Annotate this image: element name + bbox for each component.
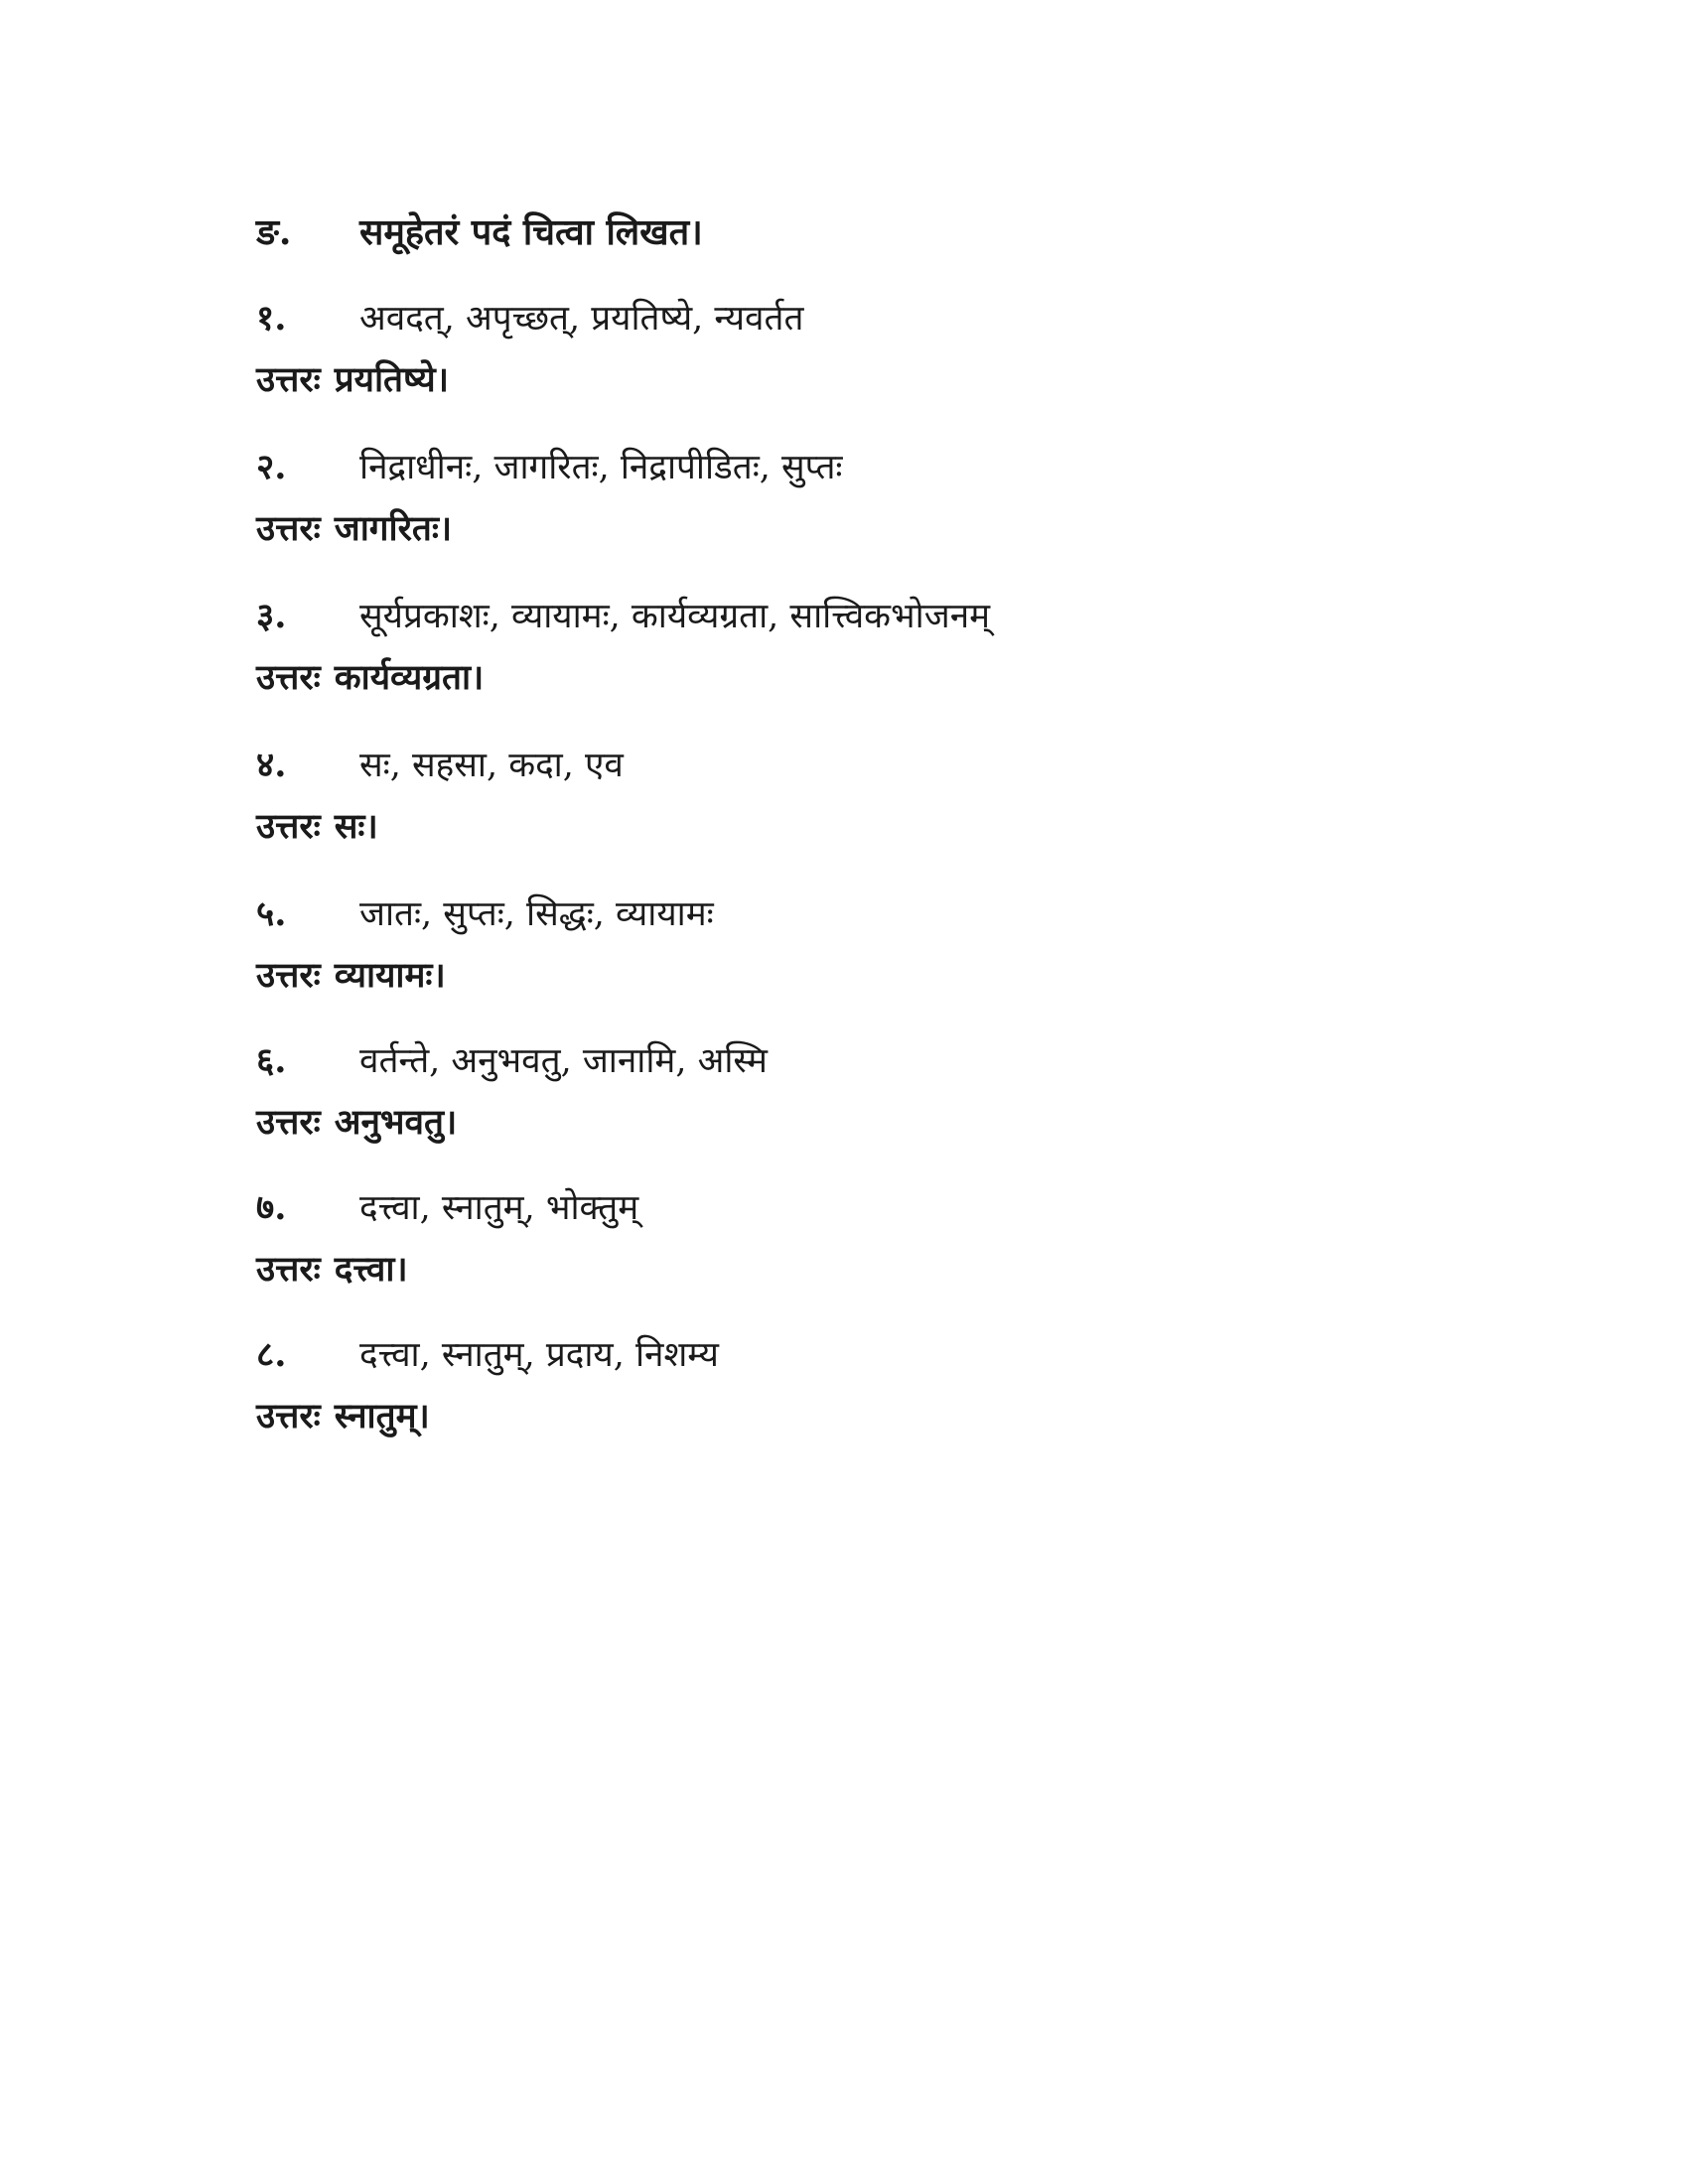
section-instruction: समूहेतरं पदं चित्वा लिखत। bbox=[359, 211, 703, 253]
answer-label: उत्तरः bbox=[256, 508, 321, 549]
answer-label: उत्तरः bbox=[256, 1102, 321, 1143]
question-line bbox=[256, 1185, 638, 1231]
answer-line bbox=[256, 953, 714, 999]
answer-label: उत्तरः bbox=[256, 955, 321, 996]
question-number: ४. bbox=[256, 745, 287, 785]
question-options: दत्त्वा, स्नातुम्, प्रदाय, निशम्य bbox=[359, 1335, 719, 1375]
question-item-1 bbox=[256, 296, 803, 403]
answer-line bbox=[256, 1100, 768, 1146]
answer-label: उत्तरः bbox=[256, 657, 321, 698]
answer-line bbox=[256, 655, 990, 701]
question-item-4 bbox=[256, 743, 624, 850]
question-number: ७. bbox=[256, 1187, 287, 1228]
question-number: १. bbox=[256, 298, 287, 339]
question-item-6 bbox=[256, 1038, 768, 1146]
question-number: ६. bbox=[256, 1040, 287, 1081]
question-line bbox=[256, 296, 803, 341]
question-line bbox=[256, 743, 624, 788]
answer-text: जागरितः। bbox=[334, 508, 453, 549]
question-line bbox=[256, 1038, 768, 1084]
question-number: ८. bbox=[256, 1334, 287, 1375]
question-options: दत्त्वा, स्नातुम्, भोक्तुम् bbox=[359, 1188, 639, 1228]
question-line bbox=[256, 891, 714, 937]
answer-label: उत्तरः bbox=[256, 806, 321, 847]
question-item-5 bbox=[256, 891, 714, 999]
section-heading bbox=[256, 206, 703, 255]
question-line bbox=[256, 594, 990, 639]
question-number: ३. bbox=[256, 596, 287, 636]
section-label: ङ. bbox=[256, 211, 292, 253]
answer-line bbox=[256, 357, 803, 403]
question-item-3 bbox=[256, 594, 990, 701]
answer-text: कार्यव्यग्रता। bbox=[334, 657, 485, 698]
question-item-7 bbox=[256, 1185, 638, 1293]
answer-label: उत्तरः bbox=[256, 1396, 321, 1436]
answer-text: अनुभवतु। bbox=[334, 1102, 458, 1143]
question-options: अवदत्, अपृच्छत्, प्रयतिष्ये, न्यवर्तत bbox=[359, 299, 804, 339]
answer-line bbox=[256, 1394, 719, 1439]
question-line bbox=[256, 1332, 719, 1378]
question-item-2 bbox=[256, 445, 842, 552]
question-item-8 bbox=[256, 1332, 719, 1439]
answer-label: उत्तरः bbox=[256, 1249, 321, 1290]
answer-line bbox=[256, 804, 624, 850]
answer-label: उत्तरः bbox=[256, 359, 321, 400]
question-options: सूर्यप्रकाशः, व्यायामः, कार्यव्यग्रता, सात्त्विकभोजनम् bbox=[359, 597, 991, 636]
question-number: २. bbox=[256, 447, 287, 487]
answer-line bbox=[256, 1247, 638, 1293]
question-options: सः, सहसा, कदा, एव bbox=[359, 746, 624, 785]
answer-text: प्रयतिष्ये। bbox=[334, 359, 449, 400]
answer-text: स्नातुम्। bbox=[334, 1396, 430, 1436]
answer-line bbox=[256, 506, 842, 552]
question-options: जातः, सुप्तः, सिद्धः, व्यायामः bbox=[359, 894, 714, 934]
question-options: निद्राधीनः, जागरितः, निद्रापीडितः, सुप्तः bbox=[359, 448, 843, 487]
answer-text: दत्त्वा। bbox=[334, 1249, 408, 1290]
question-number: ५. bbox=[256, 893, 287, 934]
answer-text: सः। bbox=[334, 806, 378, 847]
answer-text: व्यायामः। bbox=[334, 955, 446, 996]
question-line bbox=[256, 445, 842, 490]
question-options: वर्तन्ते, अनुभवतु, जानामि, अस्मि bbox=[359, 1041, 768, 1081]
